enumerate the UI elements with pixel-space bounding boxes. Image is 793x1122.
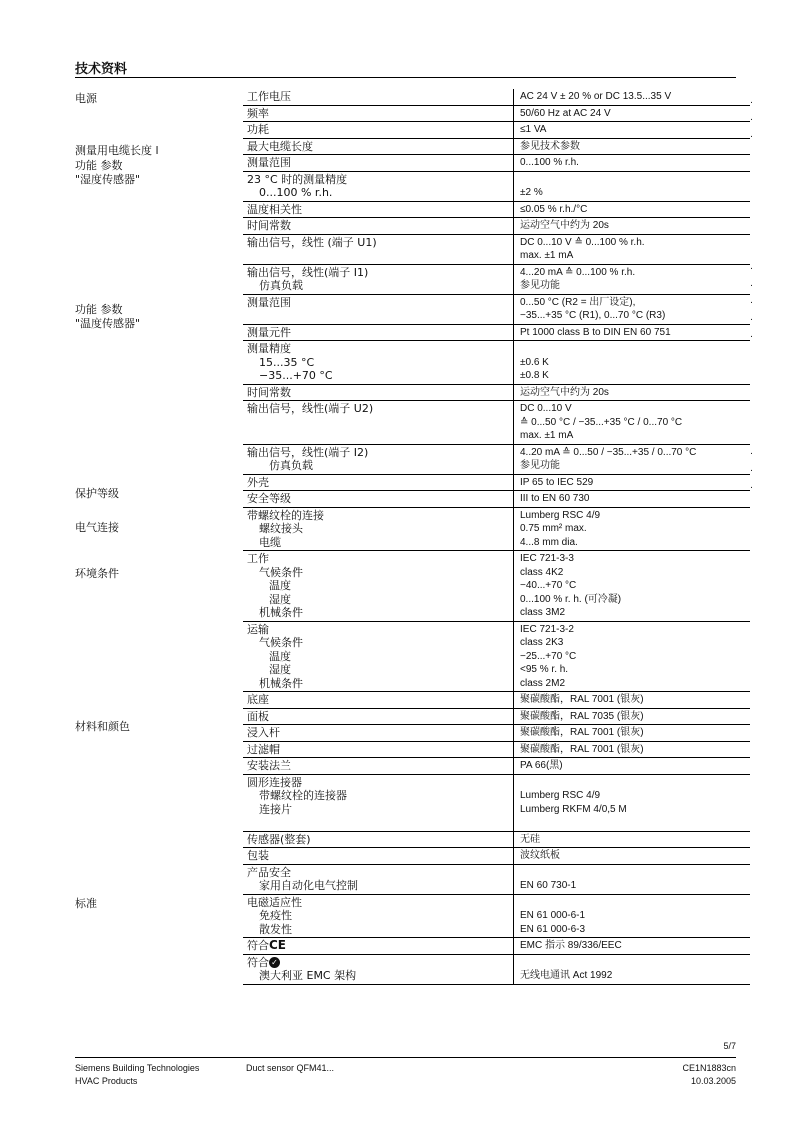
margin-mark: .: [750, 447, 753, 457]
c-tick-mark-icon: ✓: [269, 957, 280, 968]
spec-row: [243, 202, 750, 219]
spec-value: IEC 721-3-3 class 4K2 −40...+70 °C 0...100 % r. h. (可冷凝) class 3M2: [513, 551, 750, 621]
spec-label: 安全等级: [247, 492, 291, 505]
spec-value: EMC 指示 89/336/EEC: [513, 938, 750, 954]
spec-value: Lumberg RSC 4/9 0.75 mm² max. 4...8 mm dia.: [513, 508, 750, 551]
footer-product: Duct sensor QFM41...: [246, 1063, 335, 1073]
spec-value: 运动空气中约为 20s: [513, 218, 750, 234]
section-label: 功能 参数: [75, 159, 123, 172]
section-label: 功能 参数: [75, 303, 123, 316]
spec-value: 4..20 mA ≙ 0...50 / −35...+35 / 0...70 °C 参见功能: [513, 445, 750, 474]
margin-mark: .: [750, 313, 753, 323]
spec-value: 50/60 Hz at AC 24 V: [513, 106, 750, 122]
spec-label: 运输 气候条件 温度 湿度 机械条件: [247, 622, 303, 690]
margin-mark: .: [750, 481, 753, 491]
spec-label: 输出信号，线性(端子 I2) 仿真负载: [247, 445, 369, 472]
spec-row: [243, 938, 750, 955]
spec-label: 测量元件: [247, 325, 291, 339]
spec-label: 符合 ✓ 澳大利亚 EMC 架构: [247, 955, 357, 982]
spec-label: 包装: [247, 849, 269, 862]
spec-row: [243, 895, 750, 939]
spec-value: DC 0...10 V ≙ 0...50 °C / −35...+35 °C / 0...70 °C max. ±1 mA: [513, 401, 750, 444]
spec-label: 面板: [247, 709, 269, 723]
spec-label: 底座: [247, 693, 269, 706]
spec-label: 时间常数: [247, 385, 291, 399]
section-label: 测量用电缆长度 l: [75, 144, 159, 157]
spec-row: [243, 551, 750, 622]
spec-label: 产品安全 家用自动化电气控制: [247, 865, 358, 892]
spec-row: [243, 622, 750, 693]
spec-label: 符合CE: [247, 938, 287, 952]
spec-row: [243, 325, 750, 342]
spec-label: 测量范围: [247, 295, 291, 309]
section-label: 材料和颜色: [75, 720, 130, 733]
section-label: 环境条件: [75, 567, 119, 580]
spec-row: [243, 508, 750, 552]
spec-value: IEC 721-3-2 class 2K3 −25...+70 °C <95 % r. h. class 2M2: [513, 622, 750, 692]
spec-value: ≤1 VA: [513, 122, 750, 138]
spec-value: Pt 1000 class B to DIN EN 60 751: [513, 325, 750, 341]
spec-row: [243, 725, 750, 742]
spec-table: [243, 89, 750, 985]
spec-value: 运动空气中约为 20s: [513, 385, 750, 401]
spec-value: AC 24 V ± 20 % or DC 13.5...35 V: [513, 89, 750, 105]
spec-row: [243, 218, 750, 235]
spec-row: [243, 848, 750, 865]
margin-mark: .: [750, 130, 753, 140]
margin-mark: .: [750, 113, 753, 123]
margin-mark: .: [750, 330, 753, 340]
spec-label: 测量范围: [247, 156, 291, 169]
spec-label: 圆形连接器 带螺纹栓的连接器 连接片: [247, 775, 347, 816]
spec-label: 23 °C 时的测量精度 0...100 % r.h.: [247, 172, 348, 199]
spec-value: 聚碳酸酯，RAL 7001 (银灰): [513, 742, 750, 758]
spec-label: 安装法兰: [247, 759, 291, 772]
spec-value: ±0.6 K ±0.8 K: [513, 341, 750, 384]
spec-label: 功耗: [247, 123, 269, 136]
spec-row: [243, 139, 750, 156]
spec-row: [243, 445, 750, 475]
spec-label: 工作电压: [247, 90, 291, 103]
spec-value: 聚碳酸酯，RAL 7001 (银灰): [513, 692, 750, 708]
spec-row: [243, 475, 750, 492]
ce-mark-icon: CE: [269, 938, 287, 952]
spec-value: ±2 %: [513, 172, 750, 201]
spec-value: EN 60 730-1: [513, 865, 750, 894]
spec-row: [243, 122, 750, 139]
section-label: 电气连接: [75, 521, 119, 534]
spec-row: [243, 832, 750, 849]
spec-value: IP 65 to IEC 529: [513, 475, 750, 491]
spec-label: 最大电缆长度: [247, 139, 313, 153]
title-rule: [75, 77, 736, 78]
spec-value: 无线电通讯 Act 1992: [513, 955, 750, 984]
spec-label: 输出信号，线性 (端子 U1): [247, 235, 377, 249]
spec-label: 频率: [247, 106, 269, 120]
spec-value: 无硅: [513, 832, 750, 848]
spec-row: [243, 341, 750, 385]
spec-row: [243, 89, 750, 106]
margin-mark: .: [750, 279, 753, 289]
margin-mark: .: [750, 262, 753, 272]
spec-label: 时间常数: [247, 219, 291, 232]
margin-mark: .: [750, 296, 753, 306]
section-label: 标准: [75, 897, 97, 910]
spec-row: [243, 155, 750, 172]
margin-mark: .: [750, 96, 753, 106]
spec-label: 输出信号，线性(端子 U2): [247, 402, 374, 415]
spec-row: [243, 385, 750, 402]
spec-row: [243, 775, 750, 832]
spec-label: 传感器(整套): [247, 832, 311, 846]
spec-label: 温度相关性: [247, 202, 302, 216]
footer-company: Siemens Building Technologies HVAC Products: [75, 1063, 200, 1086]
section-label: "温度传感器": [75, 317, 141, 330]
spec-row: [243, 709, 750, 726]
spec-value: 波纹纸板: [513, 848, 750, 864]
spec-value: 参见技术参数: [513, 139, 750, 155]
spec-value: 聚碳酸酯，RAL 7035 (银灰): [513, 709, 750, 725]
footer-docinfo: CE1N1883cn 10.03.2005: [682, 1063, 736, 1086]
spec-label: 工作 气候条件 温度 湿度 机械条件: [247, 552, 303, 619]
spec-value: ≤0.05 % r.h./°C: [513, 202, 750, 218]
spec-label: 输出信号，线性(端子 I1) 仿真负载: [247, 265, 369, 292]
spec-row: [243, 758, 750, 775]
spec-label: 测量精度 15...35 °C −35...+70 °C: [247, 342, 333, 382]
footer-rule: [75, 1057, 736, 1058]
spec-value: 0...50 °C (R2 = 出厂设定), −35...+35 °C (R1), 0...70 °C (R3): [513, 295, 750, 324]
spec-value: 4...20 mA ≙ 0...100 % r.h. 参见功能: [513, 265, 750, 294]
spec-value: EN 61 000-6-1 EN 61 000-6-3: [513, 895, 750, 938]
spec-row: [243, 955, 750, 985]
spec-label: 带螺纹栓的连接 螺纹接头 电缆: [247, 508, 324, 549]
page-title: 技术资料: [75, 62, 128, 77]
spec-value: DC 0...10 V ≙ 0...100 % r.h. max. ±1 mA: [513, 235, 750, 264]
spec-row: [243, 106, 750, 123]
spec-row: [243, 491, 750, 508]
spec-row: [243, 265, 750, 295]
spec-value: 聚碳酸酯，RAL 7001 (银灰): [513, 725, 750, 741]
spec-label: 浸入杆: [247, 726, 280, 739]
spec-row: [243, 295, 750, 325]
spec-row: [243, 401, 750, 445]
page-number: 5/7: [723, 1041, 736, 1051]
spec-value: 0...100 % r.h.: [513, 155, 750, 171]
spec-value: III to EN 60 730: [513, 491, 750, 507]
spec-row: [243, 692, 750, 709]
spec-row: [243, 235, 750, 265]
spec-value: Lumberg RSC 4/9 Lumberg RKFM 4/0,5 M: [513, 775, 750, 831]
spec-label: 过滤帽: [247, 742, 280, 756]
spec-label: 电磁适应性 免疫性 散发性: [247, 895, 302, 936]
spec-row: [243, 172, 750, 202]
spec-label: 外壳: [247, 475, 269, 489]
section-label: "湿度传感器": [75, 173, 141, 186]
spec-row: [243, 865, 750, 895]
section-label: 电源: [75, 92, 97, 105]
section-label: 保护等级: [75, 487, 119, 500]
spec-row: [243, 742, 750, 759]
margin-mark: .: [750, 464, 753, 474]
spec-value: PA 66(黑): [513, 758, 750, 774]
